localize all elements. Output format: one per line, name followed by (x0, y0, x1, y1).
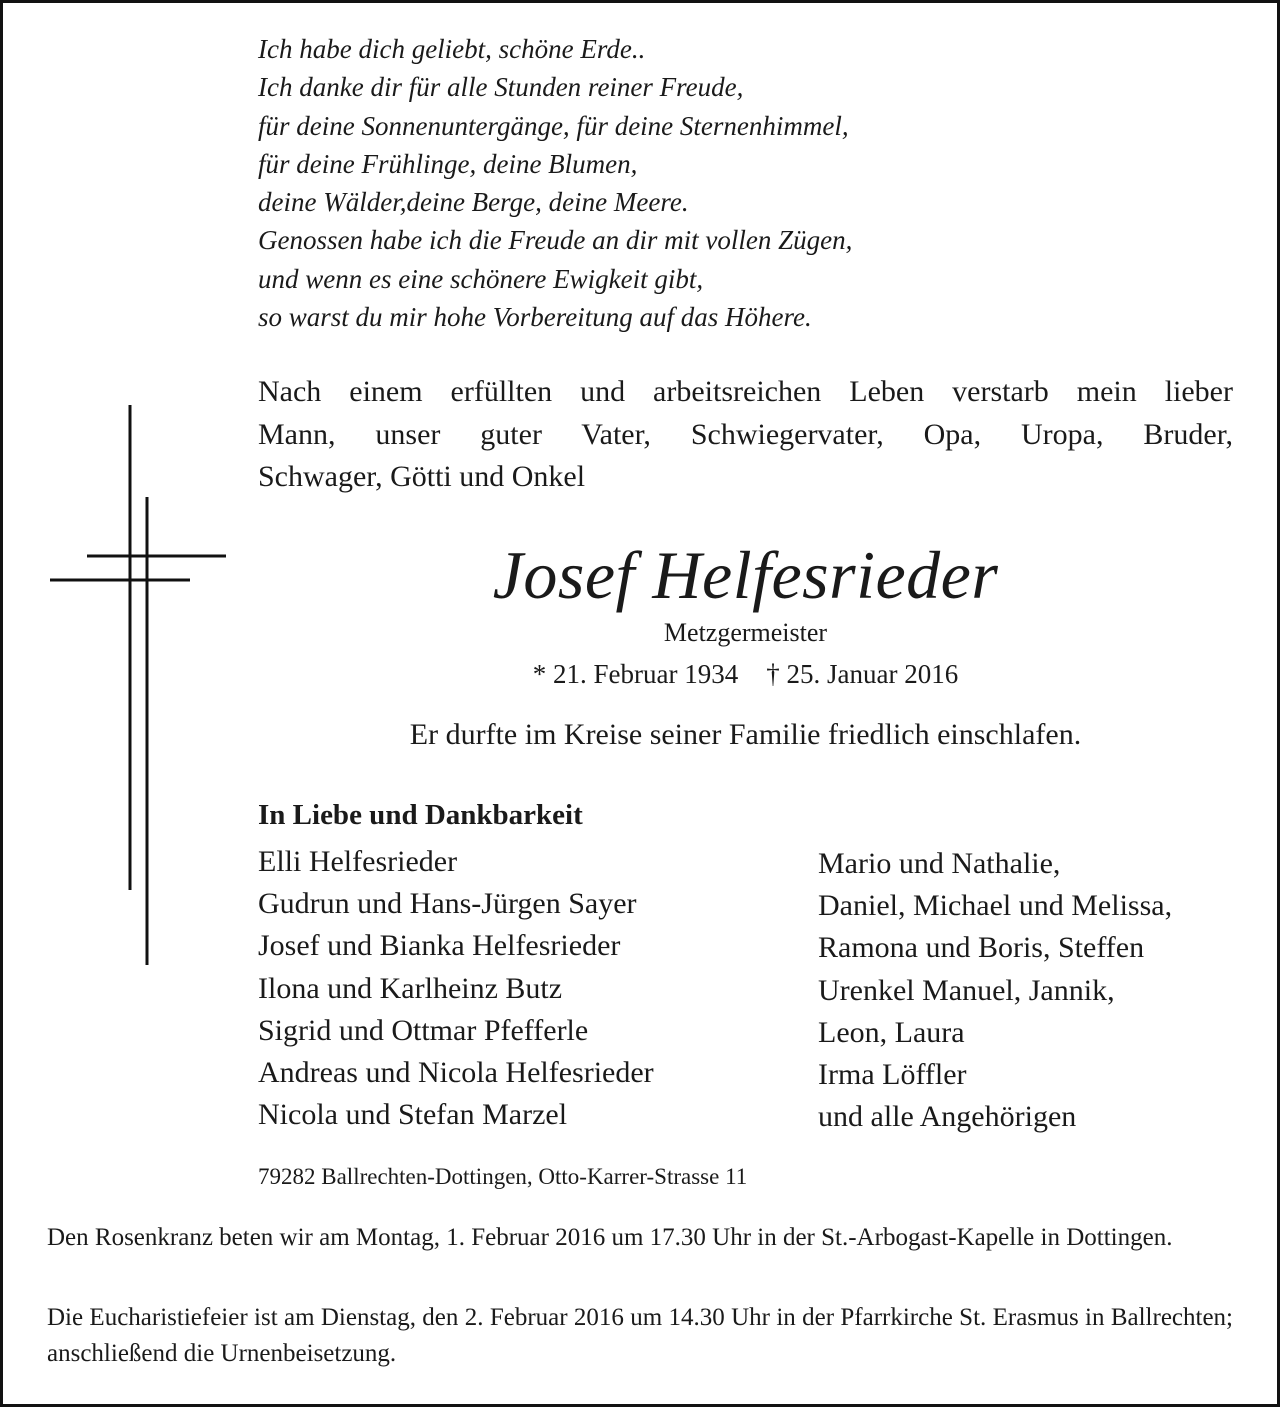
poem (258, 30, 852, 336)
mourner-entry: Ramona und Boris, Steffen (818, 931, 1145, 965)
mourners-left-column (258, 841, 654, 1136)
mourner-entry: Irma Löffler (818, 1058, 967, 1092)
mourner-entry: Daniel, Michael und Melissa, (818, 889, 1173, 923)
mourner-entry: Leon, Laura (818, 1015, 965, 1049)
mourner-entry: Nicola und Stefan Marzel (258, 1098, 568, 1132)
cross-icon (48, 405, 228, 965)
mourner-entry: Ilona und Karlheinz Butz (258, 971, 563, 1005)
mourner-entry: Andreas und Nicola Helfesrieder (258, 1056, 654, 1090)
rosary-service-info: Den Rosenkranz beten wir am Montag, 1. Februar 2016 um 17.30 Uhr in der St.-Arbogast-Kapelle in Dottingen. (47, 1224, 1173, 1251)
deceased-name: Josef Helfesrieder (492, 537, 999, 613)
mourner-entry: Urenkel Manuel, Jannik, (818, 973, 1115, 1007)
peace-line: Er durfte im Kreise seiner Familie friedlich einschlafen. (409, 718, 1082, 751)
poem-line: und wenn es eine schönere Ewigkeit gibt, (258, 263, 704, 294)
life-dates (258, 657, 1233, 691)
poem-line: so warst du mir hohe Vorbereitung auf das Höhere. (258, 302, 812, 333)
intro-paragraph (258, 371, 1233, 499)
poem-line: Ich danke dir für alle Stunden reiner Freude, (258, 72, 744, 103)
mourner-entry: und alle Angehörigen (818, 1100, 1077, 1134)
mourners-heading: In Liebe und Dankbarkeit (258, 799, 583, 831)
mourners-right-column (818, 843, 1172, 1138)
intro-line: Nach einem erfüllten und arbeitsreichen Leben verstarb mein lieber (258, 375, 1233, 408)
poem-line: deine Wälder,deine Berge, deine Meere. (258, 187, 689, 218)
poem-line: Genossen habe ich die Freude an dir mit vollen Zügen, (258, 225, 853, 256)
death-date: † 25. Januar 2016 (766, 659, 959, 689)
mourner-entry: Mario und Nathalie, (818, 847, 1061, 880)
mourner-entry: Sigrid und Ottmar Pfefferle (258, 1013, 589, 1047)
poem-line: für deine Frühlinge, deine Blumen, (258, 148, 638, 179)
eucharist-service-info: Die Eucharistiefeier ist am Dienstag, den 2. Februar 2016 um 14.30 Uhr in der Pfarrkirche St. Erasmus in Ballrechten; anschließend die Urnenbeisetzung. (47, 1304, 1233, 1367)
intro-line: Mann, unser guter Vater, Schwiegervater, Opa, Uropa, Bruder, (258, 417, 1233, 451)
poem-line: Ich habe dich geliebt, schöne Erde.. (258, 34, 646, 64)
mourner-entry: Gudrun und Hans-Jürgen Sayer (258, 887, 637, 921)
intro-line: Schwager, Götti und Onkel (258, 460, 586, 493)
poem-line: für deine Sonnenuntergänge, für deine Sternenhimmel, (258, 110, 849, 141)
family-address: 79282 Ballrechten-Dottingen, Otto-Karrer-Strasse 11 (258, 1164, 748, 1189)
deceased-profession: Metzgermeister (663, 618, 828, 647)
mourner-entry: Elli Helfesrieder (258, 845, 458, 878)
birth-date: * 21. Februar 1934 (532, 659, 739, 689)
mourner-entry: Josef und Bianka Helfesrieder (258, 929, 621, 963)
